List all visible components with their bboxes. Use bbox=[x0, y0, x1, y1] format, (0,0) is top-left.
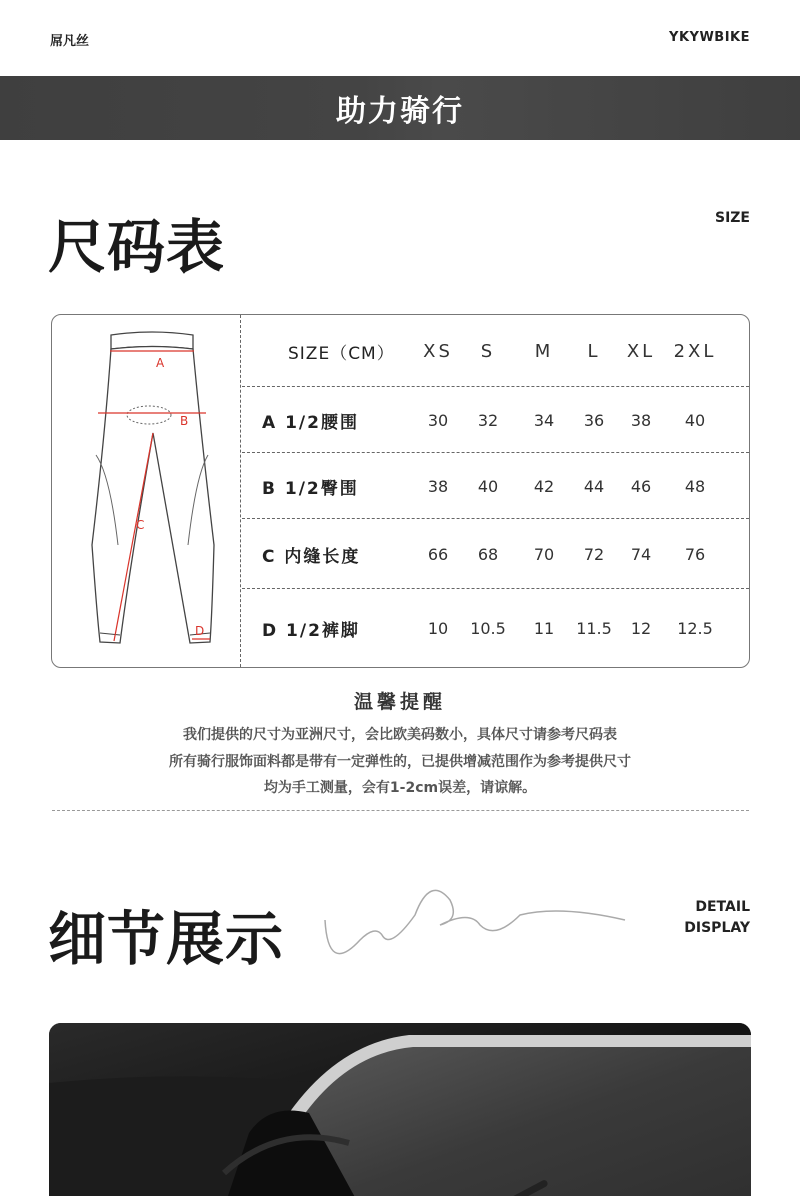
size-chart bbox=[51, 314, 750, 668]
table-header-row bbox=[242, 315, 749, 387]
tip-line: 所有骑行服饰面料都是带有一定弹性的，已提供增减范围作为参考提供尺寸 bbox=[169, 754, 631, 770]
table-row bbox=[242, 588, 749, 668]
table-cell: 48 bbox=[684, 476, 706, 496]
table-cell: 44 bbox=[583, 476, 605, 496]
marker-b: B bbox=[180, 414, 189, 428]
table-cell: 42 bbox=[533, 476, 555, 496]
table-header-label: SIZE（CM） bbox=[288, 343, 395, 364]
table-cell: 30 bbox=[427, 410, 449, 430]
detail-en-line-2: DISPLAY bbox=[684, 920, 750, 936]
tips-divider bbox=[52, 810, 749, 811]
header-cell: XS bbox=[423, 340, 453, 362]
row-label: C 内缝长度 bbox=[262, 546, 361, 567]
table-cell: 74 bbox=[630, 544, 652, 564]
table-cell: 38 bbox=[427, 476, 449, 496]
table-cell: 76 bbox=[684, 544, 706, 564]
detail-section-title-en bbox=[684, 897, 750, 939]
size-section-title: 尺码表 bbox=[48, 213, 226, 281]
header-cell: L bbox=[587, 340, 601, 362]
table-row bbox=[242, 386, 749, 453]
banner bbox=[0, 76, 800, 140]
row-label: D 1/2裤脚 bbox=[262, 621, 360, 641]
table-row bbox=[242, 452, 749, 519]
table-cell: 10.5 bbox=[470, 619, 506, 638]
table-cell: 40 bbox=[684, 410, 706, 430]
brand-logo: 屌凡丝 bbox=[50, 34, 90, 49]
table-cell: 38 bbox=[630, 410, 652, 430]
marker-c: C bbox=[136, 518, 145, 532]
table-cell: 10 bbox=[427, 619, 449, 638]
table-cell: 40 bbox=[477, 476, 499, 496]
table-cell: 70 bbox=[533, 544, 555, 564]
header-cell: 2XL bbox=[673, 340, 717, 362]
tip-line: 我们提供的尺寸为亚洲尺寸，会比欧美码数小，具体尺寸请参考尺码表 bbox=[183, 727, 617, 743]
table-row bbox=[242, 518, 749, 589]
tip-line: 均为手工测量，会有1-2cm误差，请谅解。 bbox=[263, 780, 537, 796]
table-cell: 72 bbox=[583, 544, 605, 564]
table-cell: 34 bbox=[533, 410, 555, 430]
table-cell: 11.5 bbox=[576, 619, 612, 638]
row-label: A 1/2腰围 bbox=[262, 412, 359, 433]
banner-text: 助力骑行 bbox=[336, 94, 464, 129]
signature-scribble bbox=[320, 880, 630, 970]
table-cell: 66 bbox=[427, 544, 449, 564]
detail-en-line-1: DETAIL bbox=[695, 899, 750, 915]
table-cell: 36 bbox=[583, 410, 605, 430]
pants-diagram bbox=[52, 315, 241, 667]
detail-section-title: 细节展示 bbox=[48, 905, 285, 973]
table-cell: 12 bbox=[630, 619, 652, 638]
marker-a: A bbox=[156, 356, 165, 370]
table-cell: 12.5 bbox=[677, 619, 713, 638]
size-section-title-en: SIZE bbox=[714, 210, 750, 226]
row-label: B 1/2臀围 bbox=[262, 478, 359, 499]
table-cell: 68 bbox=[477, 544, 499, 564]
detail-photo bbox=[49, 1023, 751, 1196]
header-cell: XL bbox=[626, 340, 656, 362]
tips-title: 温馨提醒 bbox=[353, 691, 446, 713]
marker-d: D bbox=[195, 624, 205, 638]
detail-photo-svg bbox=[49, 1023, 751, 1196]
table-cell: 46 bbox=[630, 476, 652, 496]
table-cell: 11 bbox=[533, 619, 555, 638]
size-table bbox=[242, 315, 749, 667]
header-cell: M bbox=[534, 340, 554, 362]
header-cell: S bbox=[480, 340, 496, 362]
brand-name-en: YKYWBIKE bbox=[669, 30, 750, 45]
table-cell: 32 bbox=[477, 410, 499, 430]
pants-diagram-svg bbox=[52, 315, 241, 668]
